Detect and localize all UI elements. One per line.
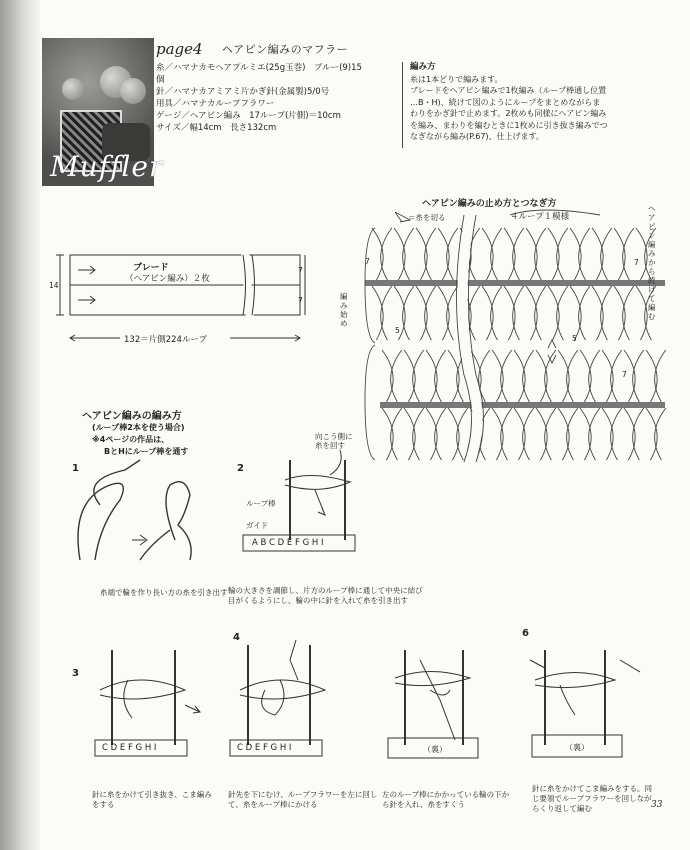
lace-loop — [535, 286, 546, 340]
howto-note: ※4ページの作品は、 — [92, 435, 170, 444]
lace-loop — [601, 286, 612, 340]
folio-page-number: 33 — [651, 800, 663, 810]
lace-loop — [624, 408, 635, 460]
lace-loop — [623, 228, 634, 280]
lace-loop — [614, 286, 625, 340]
lace-loop — [514, 408, 525, 460]
stitch-count-5: 5 — [572, 334, 577, 343]
step-number: 4 — [233, 632, 240, 643]
material-line: 個 — [156, 75, 165, 85]
lace-loop — [416, 228, 427, 280]
lace-loop — [614, 228, 625, 280]
material-line: サイズ／幅14cm 長さ132cm — [156, 123, 277, 133]
page-number-label: page4 — [156, 40, 203, 58]
lace-loop — [592, 228, 603, 280]
lace-loop — [391, 350, 402, 402]
lace-loop — [394, 228, 405, 280]
lace-loop — [403, 286, 414, 340]
step-caption: 針に糸をかけてこま編みをする。同じ要領でループフラワーを回しながらくり返して編む — [532, 784, 652, 813]
lace-loop — [636, 228, 647, 280]
length-dimension: 132＝片側224ループ — [124, 335, 208, 345]
lace-loop — [492, 350, 503, 402]
material-line: ゲージ／ヘアピン編み 17ループ(片側)＝10cm — [156, 111, 341, 121]
lace-loop — [611, 408, 622, 460]
howto-note: BとHにループ棒を通す — [104, 447, 189, 456]
material-line: 糸／ハマナカモヘアプルミエ(25g玉巻) ブルー(9)15 — [156, 63, 362, 73]
step-caption: 針に糸をかけて引き抜き、こま編みをする — [92, 790, 212, 809]
lace-loop — [602, 408, 613, 460]
lace-loop — [558, 408, 569, 460]
lace-loop — [514, 350, 525, 402]
instruction-line: 糸は1本どりで編みます。 — [410, 74, 503, 84]
blade-sub-label: （ヘアピン編み）２枚 — [125, 274, 210, 284]
lace-loop — [579, 228, 590, 280]
step-caption: 輪の大きさを調節し、片方のループ棒に通して中央に結び目がくるようにし、輪の中に針を入れて糸を引き出す — [228, 586, 423, 605]
lace-loop — [523, 350, 534, 402]
step-caption: 左のループ棒にかかっている輪の下から針を入れ、糸をすくう — [382, 790, 510, 809]
lace-loop — [579, 286, 590, 340]
step-number: 1 — [72, 463, 79, 474]
guide-letters: C D E F G H I — [102, 743, 157, 753]
lace-loop — [526, 228, 537, 280]
lace-loop — [448, 408, 459, 460]
lace-loop — [404, 350, 415, 402]
lace-loop — [580, 350, 591, 402]
lace-loop — [633, 350, 644, 402]
lace-loop — [479, 350, 490, 402]
lace-loop — [501, 350, 512, 402]
stitch-count-7: 7 — [622, 370, 627, 379]
edge-chain — [365, 345, 375, 460]
turn-yarn-label: 向こう側に糸を回す — [315, 432, 353, 450]
lace-loop — [426, 350, 437, 402]
step-caption: 糸端で輪を作り長い方の糸を引き出す — [100, 588, 228, 597]
lace-loop — [447, 228, 458, 280]
lace-loop — [611, 350, 622, 402]
lace-loop — [513, 228, 524, 280]
lace-loop — [646, 350, 657, 402]
lace-loop — [372, 286, 383, 340]
page-title: ヘアピン編みのマフラー — [222, 43, 349, 56]
step6-illustration — [530, 650, 640, 757]
joining-diagram-title: ヘアピン編みの止め方とつなぎ方 — [422, 199, 557, 209]
stitch-count-5: 5 — [395, 326, 400, 335]
step-number: 2 — [237, 463, 244, 474]
blade-label: ブレード — [133, 263, 169, 273]
lace-loop — [491, 228, 502, 280]
lace-loop — [655, 408, 666, 460]
step4-illustration — [230, 640, 325, 756]
lace-loop — [589, 408, 600, 460]
lace-loop — [589, 350, 600, 402]
blade-diagram — [56, 250, 305, 341]
lace-loop — [435, 408, 446, 460]
instruction-line: …B・H)、続けて図のようにループをまとめながらま — [410, 97, 601, 107]
howto-subtitle: (ループ棒2本を使う場合) — [92, 423, 185, 432]
lace-loop — [381, 228, 392, 280]
lace-loop — [536, 408, 547, 460]
lace-loop — [592, 286, 603, 340]
lace-loop — [438, 228, 449, 280]
reverse-label: （裏） — [423, 745, 447, 754]
stitch-count-7: 7 — [634, 258, 639, 267]
lace-loop — [602, 350, 613, 402]
step5-illustration — [388, 650, 478, 758]
step-caption: 針先を下にむけ、ループフラワーを左に回して、糸をループ棒にかける — [228, 790, 378, 809]
lace-loop — [425, 286, 436, 340]
lace-loop — [403, 228, 414, 280]
instruction-line: なぎながら編み(P.67)、仕上げます。 — [410, 132, 544, 141]
start-label: 編み始め — [340, 292, 348, 328]
howto-title: ヘアピン編みの編み方 — [82, 411, 182, 422]
lace-loop — [381, 286, 392, 340]
material-line: 針／ハマナカアミアミ片かぎ針(金属製)5/0号 — [156, 87, 330, 97]
step3-illustration — [95, 650, 200, 756]
lace-loop — [557, 228, 568, 280]
lace-loop — [391, 408, 402, 460]
lace-loop — [404, 408, 415, 460]
lace-loop — [567, 408, 578, 460]
repeat-label: ４ループ１模様 — [510, 212, 570, 222]
lace-loop — [526, 286, 537, 340]
lace-loop — [623, 286, 634, 340]
lace-loop — [416, 286, 427, 340]
half-dimension-top: 7 — [298, 266, 303, 275]
lace-loop — [567, 350, 578, 402]
lace-loop — [504, 228, 515, 280]
lace-loop — [548, 286, 559, 340]
lace-loop — [435, 350, 446, 402]
lace-loop — [426, 408, 437, 460]
instruction-line: わりをかぎ針で止めます。2枚めも同様にヘアピン編み — [410, 109, 607, 118]
lace-loop — [580, 408, 591, 460]
lace-loop — [457, 408, 468, 460]
lace-loop — [601, 228, 612, 280]
lace-loop — [492, 408, 503, 460]
lace-loop — [545, 408, 556, 460]
half-dimension-bottom: 7 — [298, 296, 303, 305]
photo-title-word: Muffler — [50, 150, 164, 183]
height-dimension: 14 — [49, 281, 59, 290]
loop-rod-label: ループ棒 — [246, 499, 276, 508]
lace-loop — [482, 286, 493, 340]
step1-illustration — [78, 460, 191, 560]
stitch-count-7: 7 — [365, 257, 370, 266]
lace-loop — [382, 350, 393, 402]
lace-loop — [548, 228, 559, 280]
lace-loop — [636, 286, 647, 340]
guide-letters: C D E F G H I — [237, 743, 292, 753]
instruction-line: を編み、まわりを編むときに1枚めに引き抜き編みでつ — [410, 120, 608, 130]
lace-loop — [535, 228, 546, 280]
step-number: 6 — [522, 628, 529, 639]
lace-loop — [438, 286, 449, 340]
lace-loop — [413, 408, 424, 460]
lace-loop — [557, 286, 568, 340]
instruction-line: ブレードをヘアピン編みで1枚編み（ループ棒通し位置 — [410, 86, 607, 95]
instructions-heading: 編み方 — [410, 62, 436, 72]
lace-loop — [633, 408, 644, 460]
lace-loop — [425, 228, 436, 280]
lace-loop — [382, 408, 393, 460]
cut-yarn-label: ＝糸を切る — [408, 213, 446, 222]
lace-loop — [646, 408, 657, 460]
continue-label: ヘアピン編みから続けて編む — [648, 204, 656, 321]
step-number: 3 — [72, 668, 79, 679]
reverse-label: （裏） — [565, 743, 589, 752]
lace-loop — [491, 286, 502, 340]
lace-loop — [372, 228, 383, 280]
material-line: 用具／ハマナカループフラワー — [156, 99, 275, 109]
lace-loop — [570, 286, 581, 340]
lace-loop — [501, 408, 512, 460]
lace-loop — [570, 228, 581, 280]
lace-loop — [504, 286, 515, 340]
lace-loop — [523, 408, 534, 460]
guide-label: ガイド — [246, 521, 269, 530]
lace-loop — [536, 350, 547, 402]
lace-loop — [448, 350, 459, 402]
lace-loop — [513, 286, 524, 340]
lace-loop — [558, 350, 569, 402]
lace-loop — [655, 350, 666, 402]
lace-loop — [413, 350, 424, 402]
guide-letters: A B C D E F G H I — [252, 538, 324, 548]
lace-loop — [482, 228, 493, 280]
joining-diagram — [365, 210, 666, 462]
